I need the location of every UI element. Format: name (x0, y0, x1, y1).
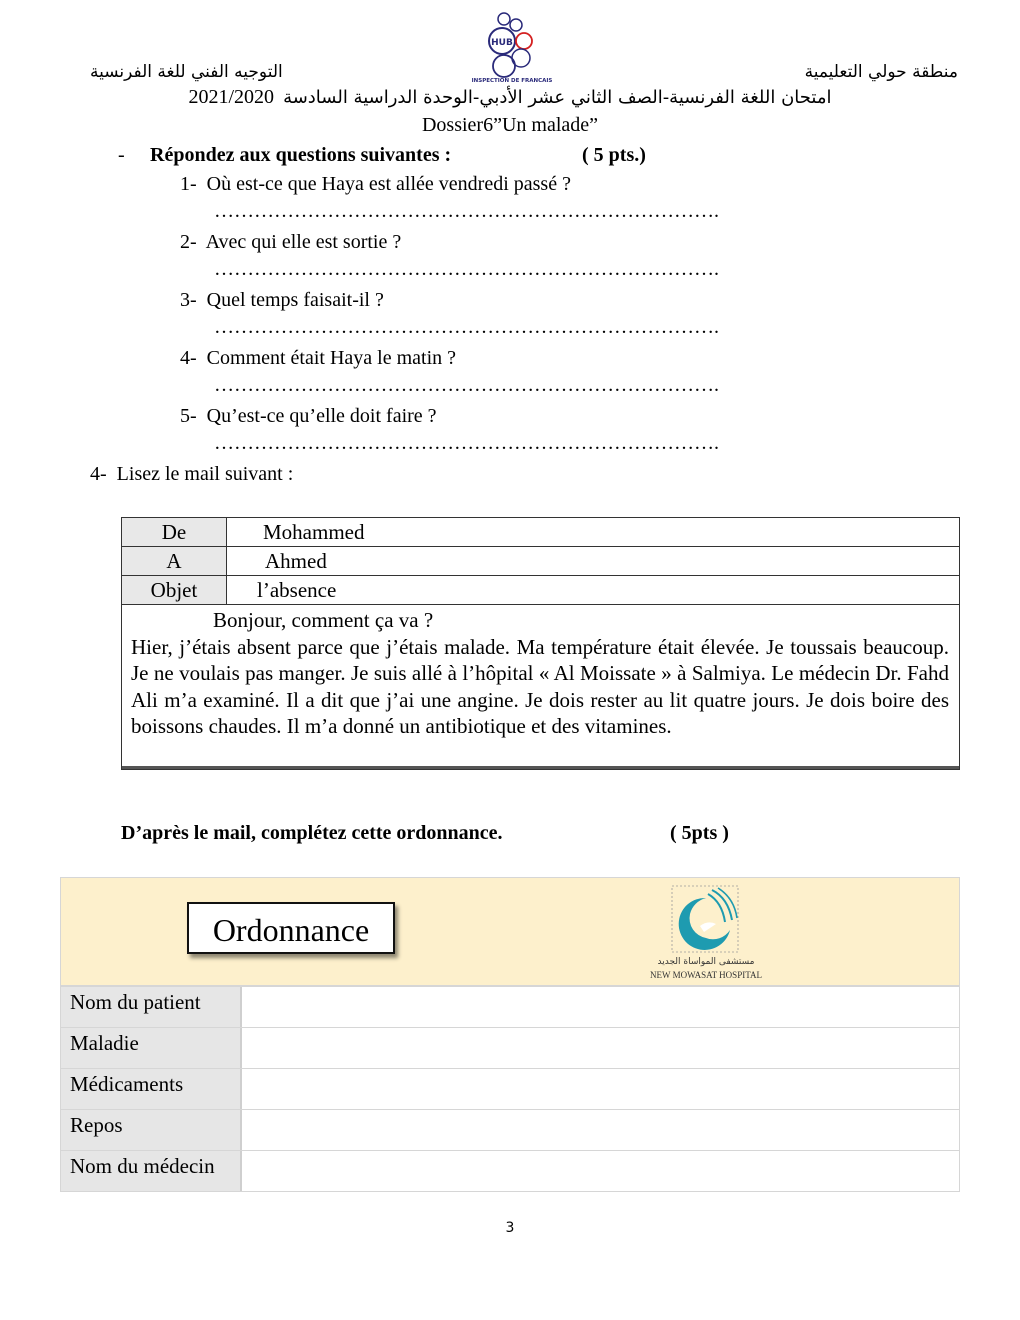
email-value: Mohammed (263, 520, 365, 544)
prescription-row-illness (61, 1028, 959, 1069)
section-title: Lisez le mail suivant : (116, 463, 294, 485)
answer-line[interactable]: …………………………………………………………………. (214, 316, 719, 338)
email-value: l’absence (257, 578, 337, 602)
question-text: Avec qui elle est sortie ? (205, 231, 402, 253)
answer-line[interactable]: …………………………………………………………………. (214, 432, 719, 454)
svg-text:مستشفى المواساة الجديد: مستشفى المواساة الجديد (657, 957, 755, 967)
email-text: Hier, j’étais absent parce que j’étais malade. Ma température était élevée. Je toussais beaucoup. Je ne voulais pas manger. Je suis allé à l’hôpital « Al Moissate » à Salmiya. Le médecin Dr. Fahd Ali m’a examiné. Il a dit que j’ai une angine. Je dois rester au lit quatre jours. Je dois boire des boissons chaudes. Il m’a donné un antibiotique et des vitamines. (131, 634, 949, 738)
answer-line[interactable]: …………………………………………………………………. (214, 258, 719, 280)
email-row-from (122, 518, 959, 547)
prescription-form (60, 877, 960, 1192)
question-text: Comment était Haya le matin ? (206, 347, 457, 369)
email-row-subject (122, 576, 959, 605)
email-body (122, 605, 959, 769)
header-district: منطقة حولي التعليمية (804, 62, 958, 82)
question-number: 2- (180, 231, 197, 253)
svg-text:HUB: HUB (491, 38, 513, 48)
question-text: Où est-ce que Haya est allée vendredi passé ? (206, 173, 571, 195)
email-row-to (122, 547, 959, 576)
section-bullet: - (118, 144, 125, 166)
mail-section-heading (90, 462, 293, 486)
prescription-row-rest (61, 1110, 959, 1151)
email-table (121, 517, 960, 770)
email-value: Ahmed (265, 549, 327, 573)
prescription-title: Ordonnance (187, 902, 395, 954)
question-number: 4- (180, 347, 197, 369)
field-label: Maladie (61, 1028, 242, 1068)
question-item (180, 288, 800, 346)
header-inspection: التوجيه الفني للغة الفرنسية (90, 62, 283, 82)
email-greeting: Bonjour, comment ça va ? (213, 608, 434, 632)
hospital-logo (624, 880, 788, 982)
medication-field[interactable] (242, 1069, 959, 1109)
questions-heading: Répondez aux questions suivantes : (150, 144, 452, 166)
svg-text:INSPECTION DE FRANCAIS: INSPECTION DE FRANCAIS (471, 78, 553, 84)
answer-line[interactable]: …………………………………………………………………. (214, 374, 719, 396)
prescription-row-doctor (61, 1151, 959, 1191)
question-list (180, 172, 800, 462)
questions-points: ( 5 pts.) (582, 144, 646, 166)
question-item (180, 172, 800, 230)
ordonnance-points: ( 5pts ) (670, 822, 729, 844)
email-key: De (122, 518, 227, 546)
field-label: Nom du médecin (61, 1151, 242, 1191)
question-text: Qu’est-ce qu’elle doit faire ? (206, 405, 437, 427)
email-key: A (122, 547, 227, 575)
question-text: Quel temps faisait-il ? (206, 289, 384, 311)
question-number: 5- (180, 405, 197, 427)
doctor-name-field[interactable] (242, 1151, 959, 1191)
exam-title-arabic: امتحان اللغة الفرنسية-الصف الثاني عشر الأدبي-الوحدة الدراسية السادسة (283, 87, 832, 108)
exam-title (0, 86, 1020, 109)
field-label: Nom du patient (61, 987, 242, 1027)
prescription-row-patient (61, 987, 959, 1028)
rest-field[interactable] (242, 1110, 959, 1150)
patient-name-field[interactable] (242, 987, 959, 1027)
field-label: Médicaments (61, 1069, 242, 1109)
dossier-title: Dossier6”Un malade” (421, 114, 599, 136)
hub-logo (466, 8, 558, 84)
illness-field[interactable] (242, 1028, 959, 1068)
email-key: Objet (122, 576, 227, 604)
question-number: 3- (180, 289, 197, 311)
field-label: Repos (61, 1110, 242, 1150)
section-number: 4- (90, 463, 107, 485)
prescription-row-medication (61, 1069, 959, 1110)
svg-text:NEW MOWASAT HOSPITAL: NEW MOWASAT HOSPITAL (650, 970, 762, 980)
question-number: 1- (180, 173, 197, 195)
prescription-header (61, 878, 959, 987)
ordonnance-instruction: D’après le mail, complétez cette ordonnance. (121, 822, 503, 844)
question-item (180, 404, 800, 462)
answer-line[interactable]: …………………………………………………………………. (214, 200, 719, 222)
question-item (180, 230, 800, 288)
exam-year: 2021/2020 (188, 86, 275, 108)
page-number: 3 (505, 1220, 515, 1236)
question-item (180, 346, 800, 404)
